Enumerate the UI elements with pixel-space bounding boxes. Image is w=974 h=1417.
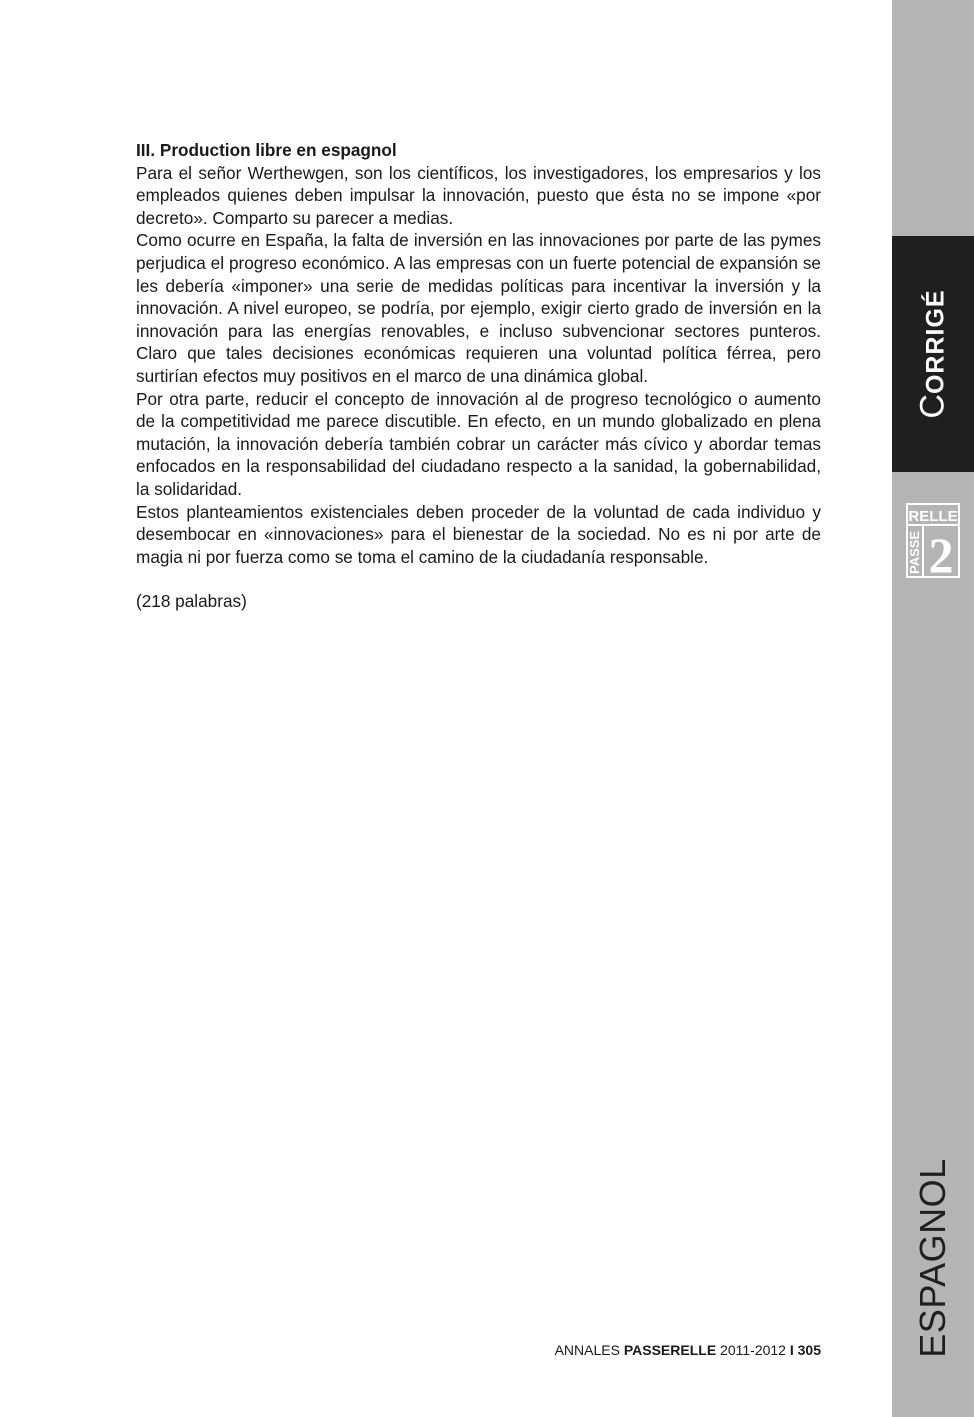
corrige-initial: C	[913, 394, 952, 419]
page-number: 305	[793, 1342, 821, 1358]
corrige-label	[914, 289, 953, 418]
paragraph: Estos planteamientos existenciales deben proceder de la voluntad de cada individuo y desembocar en «innovaciones» para el bienestar de la sociedad. No es ni por arte de magia ni por fuerza como se toma el camino de la ciudadanía responsable.	[136, 501, 821, 567]
subject-label: ESPAGNOL	[912, 1158, 953, 1358]
passerelle-logo	[906, 503, 960, 578]
footer-years: 2011-2012	[716, 1342, 790, 1358]
corrige-rest: ORRIGÉ	[921, 289, 950, 395]
footer-separator: I	[789, 1342, 794, 1358]
section-heading: III. Production libre en espagnol	[136, 140, 397, 160]
footer-brand: PASSERELLE	[623, 1342, 717, 1358]
paragraph: Por otra parte, reducir el concepto de innovación al de progreso tecnológico o aumento de la competitividad me parece discutible. En efecto, en un mundo globalizado en plena mutación, la innovación debería también cobrar un carácter más cívico y abordar temas enfocados en la responsabilidad del ciudadano respecto a la sanidad, la gobernabilidad, la solidaridad.	[136, 388, 821, 499]
page-footer	[460, 1342, 821, 1358]
paragraph: Para el señor Werthewgen, son los científicos, los investigadores, los empresarios y los empleados quienes deben impulsar la innovación, puesto que ésta no se impone «por decreto». Comparto su parecer a medias.	[136, 162, 821, 228]
footer-prefix: ANNALES	[554, 1342, 624, 1358]
logo-top-text: RELLE	[908, 508, 958, 525]
word-count: (218 palabras)	[136, 591, 247, 612]
main-content	[136, 139, 821, 613]
corrige-tab	[892, 236, 974, 472]
logo-side-text: PASSE	[907, 530, 922, 574]
paragraph: Como ocurre en España, la falta de inversión en las innovaciones por parte de las pymes perjudica el progreso económico. A las empresas con un fuerte potencial de expansión se les debería «imponer» una serie de medidas políticas para incentivar la inversión y la innovación. A nivel europeo, se podría, por ejemplo, exigir cierto grado de inversión en la innovación para las energías renovables, e incluso subvencionar sectores punteros. Claro que tales decisiones económicas requieren una voluntad política férrea, pero surtirían efectos muy positivos en el marco de una dinámica global.	[136, 230, 821, 386]
logo-number: 2	[928, 527, 954, 578]
